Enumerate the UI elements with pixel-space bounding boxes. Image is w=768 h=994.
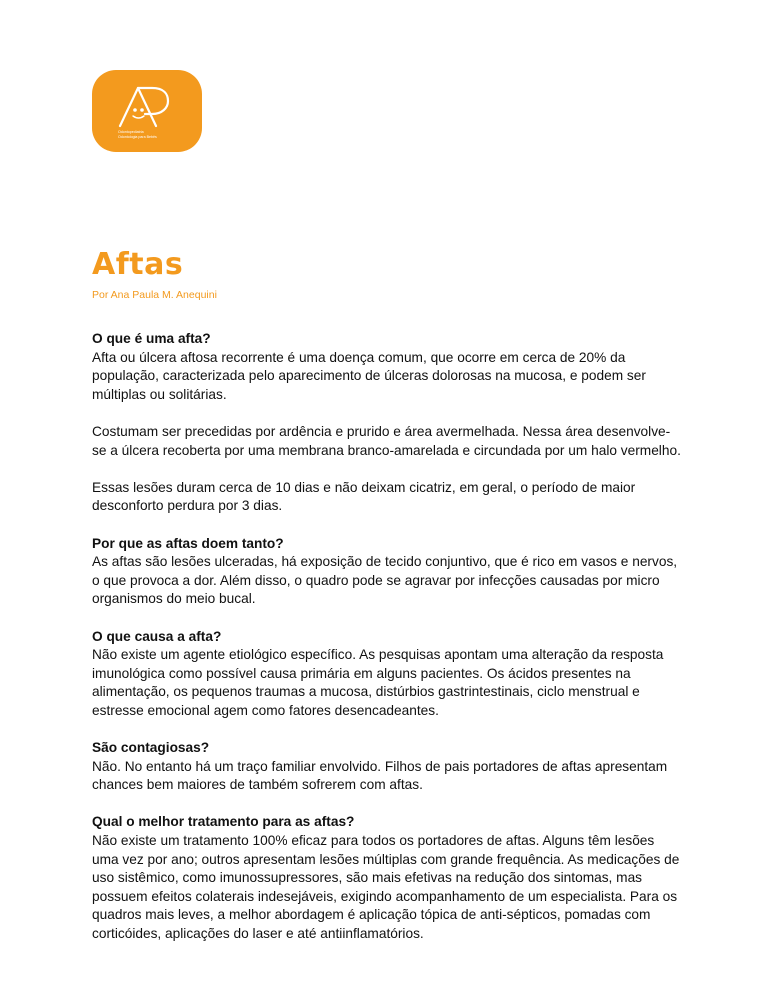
section-treatment xyxy=(92,813,682,943)
section-heading: O que causa a afta? xyxy=(92,628,222,644)
logo-line-1: Odontopediatria xyxy=(118,130,144,134)
section-contagious xyxy=(92,739,682,795)
section-causes xyxy=(92,628,682,721)
page-title: Aftas xyxy=(92,247,184,282)
paragraph: Não. No entanto há um traço familiar envolvido. Filhos de pais portadores de aftas apresentam chances bem maiores de também sofrerem com aftas. xyxy=(92,758,668,793)
letter-a-p-mark-icon xyxy=(92,70,202,152)
paragraph: As aftas são lesões ulceradas, há exposição de tecido conjuntivo, que é rico em vasos e nervos, o que provoca a dor. Além disso, o quadro pode se agravar por infecções causadas por micro organismos do meio bucal. xyxy=(92,554,678,607)
logo-line-2: Odontologia para Bebês xyxy=(118,135,157,139)
clinic-logo xyxy=(92,70,202,152)
paragraph: Não existe um tratamento 100% eficaz para todos os portadores de aftas. Alguns têm lesões uma vez por ano; outros apresentam lesões múltiplas com grande frequência. As medicações de uso sistêmico, como imunossupressores, são mais efetivas na redução dos sintomas, mas possuem efeitos colaterais indesejáveis, exigindo acompanhamento de um especialista. Para os quadros mais leves, a melhor abordagem é aplicação tópica de anti-sépticos, pomadas com corticóides, aplicações do laser e até antiinflamatórios. xyxy=(92,833,680,941)
section-heading: São contagiosas? xyxy=(92,740,210,756)
paragraph: Não existe um agente etiológico específico. As pesquisas apontam uma alteração da resposta imunológica como possível causa primária em alguns pacientes. Os ácidos presentes na alimentação, os pequenos traumas a mucosa, distúrbios gastrintestinais, ciclo menstrual e estresse emocional agem como fatores desencadeantes. xyxy=(92,647,664,718)
author-byline: Por Ana Paula M. Anequini xyxy=(92,289,217,301)
section-heading: Por que as aftas doem tanto? xyxy=(92,535,284,551)
section-why-hurts xyxy=(92,535,682,609)
section-what-is xyxy=(92,330,682,516)
section-heading: Qual o melhor tratamento para as aftas? xyxy=(92,814,355,830)
section-heading: O que é uma afta? xyxy=(92,331,211,346)
paragraph: Afta ou úlcera aftosa recorrente é uma doença comum, que ocorre em cerca de 20% da população, caracterizada pelo aparecimento de úlceras dolorosas na mucosa, e podem ser múltiplas ou solitárias. xyxy=(92,349,646,402)
paragraph: Costumam ser precedidas por ardência e prurido e área avermelhada. Nessa área desenvolve-se a úlcera recoberta por uma membrana branco-amarelada e circundada por um halo vermelho. xyxy=(92,423,681,458)
paragraph: Essas lesões duram cerca de 10 dias e não deixam cicatriz, em geral, o período de maior desconforto perdura por 3 dias. xyxy=(92,479,636,514)
article-body xyxy=(92,330,682,962)
